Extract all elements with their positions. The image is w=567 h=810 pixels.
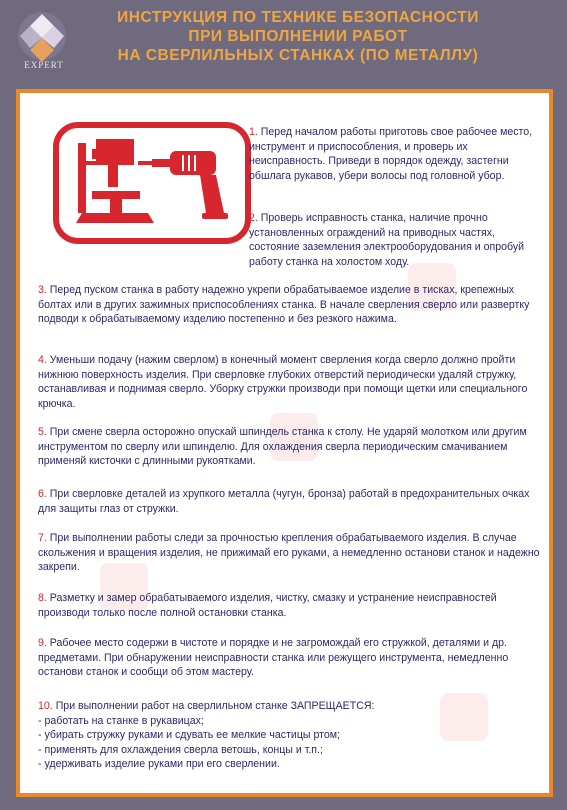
page-title [78,8,518,65]
item-number: 4. [38,354,47,366]
item-number: 10. [38,700,53,712]
title-line-2: ПРИ ВЫПОЛНЕНИИ РАБОТ [188,28,408,45]
item-text: При сверловке деталей из хрупкого металла (чугун, бронза) работай в предохранительных очках для защиты глаз от стружки. [38,488,530,515]
item-text: При выполнении работ на сверлильном станке ЗАПРЕЩАЕТСЯ: [55,700,375,712]
item-number: 2. [249,212,258,224]
prohibition-item: - убирать стружку руками и сдувать ее мелкие частицы ртом; [38,729,340,742]
item-number: 7. [38,532,47,544]
item-text: Разметку и замер обрабатываемого изделия, чистку, смазку и устранение неисправностей производи только после полной остановки станка. [38,592,497,619]
instruction-item-4 [38,353,541,411]
item-text: Уменьши подачу (нажим сверлом) в конечный момент сверления когда сверло должно пройти нижнюю поверхность изделия. При сверловке глубоких отверстий периодически удаляй стружку, останавливая и поднимая сверло. Уборку стружки производи при помощи щетки или специального крючка. [38,354,528,410]
item-text: Перед пуском станка в работу надежно укрепи обрабатываемое изделие в тисках, крепежных болтах или в других зажимных приспособлениях станка. В начале сверления сверло или развертку подводи к обрабатываемому изделию постепенно и без резкого нажима. [38,284,530,326]
instruction-item-10 [38,699,541,772]
item-text: При смене сверла осторожно опускай шпиндель станка к столу. Не ударяй молотком или другим инструментом по сверлу или шпинделю. Для охлаждения сверла периодическим смачиванием применяй кисточки с длинными рукоятками. [38,426,527,468]
item-text: Рабочее место содержи в чистоте и порядке и не загромождай его стружкой, деталями и др. предметами. При обнаружении неисправности станка или режущего инструмента, немедленно останови станок и сообщи об этом мастеру. [38,637,509,679]
prohibition-item: - работать на станке в рукавицах; [38,714,204,727]
item-text: Проверь исправность станка, наличие прочно установленных ограждений на приводных частях, состояние заземления электрооборудования и опробуй работу станка на холостом ходу. [249,212,525,268]
prohibition-item: - применять для охлаждения сверла ветошь, концы и т.п.; [38,743,323,756]
instruction-panel [16,89,553,797]
item-number: 6. [38,488,47,500]
title-line-1: ИНСТРУКЦИЯ ПО ТЕХНИКЕ БЕЗОПАСНОСТИ [117,9,479,26]
instruction-item-6 [38,487,541,516]
instruction-item-9 [38,636,541,680]
item-number: 3. [38,284,47,296]
prohibition-item: - удерживать изделие руками при его сверлении. [38,758,280,771]
instruction-item-2 [249,211,537,269]
item-text: При выполнении работы следи за прочностью крепления обрабатываемого изделия. В случае скольжения и вращения изделия, не прижимай его руками, а немедленно останови станок и надежно закрепи. [38,532,540,574]
instruction-item-7 [38,531,541,575]
item-number: 9. [38,637,47,649]
poster-header [0,0,567,86]
item-number: 1. [249,126,258,138]
item-number: 8. [38,592,47,604]
instruction-item-3 [38,283,541,327]
logo-text: EXPERT [24,60,64,70]
title-line-3: НА СВЕРЛИЛЬНЫХ СТАНКАХ (ПО МЕТАЛЛУ) [117,47,479,64]
item-text: Перед началом работы приготовь свое рабочее место, инструмент и приспособления, и проверь их неисправность. Приведи в порядок одежду, застегни обшлага рукавов, убери волосы под головной убор. [249,126,533,182]
drilling-machine-and-drill-icon [52,121,252,245]
item-number: 5. [38,426,47,438]
instruction-item-1 [249,125,537,183]
instruction-item-5 [38,425,541,469]
instruction-item-8 [38,591,541,620]
